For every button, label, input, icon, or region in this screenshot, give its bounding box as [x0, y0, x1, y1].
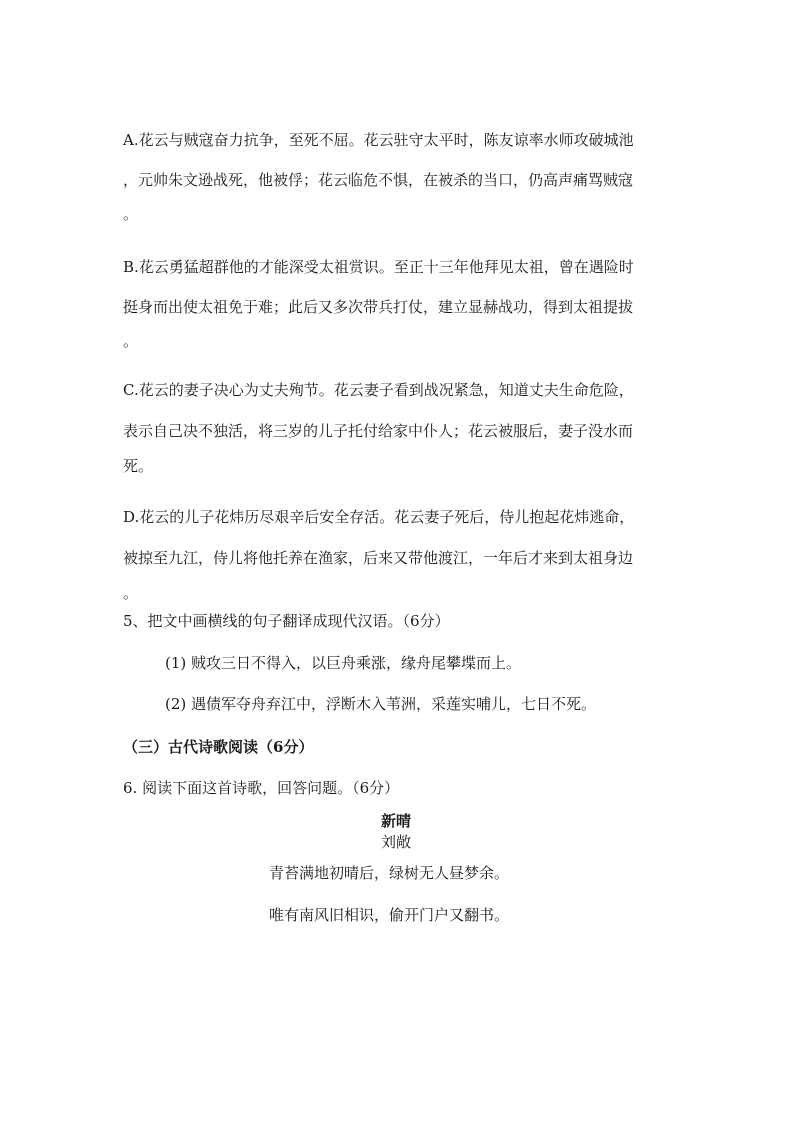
option-a-line-2: ，元帅朱文逊战死，他被俘；花云临危不惧，在被杀的当口，仍高声痛骂贼寇 [123, 171, 634, 189]
option-a-line-1: A.花云与贼寇奋力抗争，至死不屈。花云驻守太平时，陈友谅率水师攻破城池 [123, 131, 634, 149]
question-5-item-2: (2) 遇债军夺舟弃江中，浮断木入苇洲，采莲实哺儿，七日不死。 [165, 695, 597, 713]
question-6-prompt: 6. 阅读下面这首诗歌，回答问题。（6分） [123, 779, 400, 797]
poem-line-1: 青苔满地初晴后，绿树无人昼梦余。 [269, 864, 510, 882]
option-b-line-2: 挺身而出使太祖免于难；此后又多次带兵打仗，建立显赫战功，得到太祖提拔 [123, 298, 634, 316]
option-d-line-2: 被掠至九江，侍儿将他托养在渔家，后来又带他渡江，一年后才来到太祖身边 [123, 549, 634, 567]
option-c-line-2: 表示自己决不独活，将三岁的儿子托付给家中仆人；花云被服后，妻子没水而 [123, 422, 634, 440]
option-b-line-3: 。 [123, 332, 139, 350]
option-d-line-1: D.花云的儿子花炜历尽艰辛后安全存活。花云妻子死后，侍儿抱起花炜逃命， [123, 508, 635, 526]
poem-title: 新晴 [381, 812, 412, 830]
option-a-line-3: 。 [123, 205, 139, 223]
poem-line-2: 唯有南风旧相识，偷开门户又翻书。 [269, 906, 510, 924]
section-heading: （三）古代诗歌阅读（6分） [123, 738, 314, 756]
poem-author: 刘敞 [381, 833, 412, 851]
option-d-line-3: 。 [123, 584, 139, 602]
option-c-line-3: 死。 [123, 457, 154, 475]
option-c-line-1: C.花云的妻子决心为丈夫殉节。花云妻子看到战况紧急，知道丈夫生命危险， [123, 381, 634, 399]
question-5-item-1: (1) 贼攻三日不得入，以巨舟乘涨，缘舟尾攀堞而上。 [165, 654, 522, 672]
option-b-line-1: B.花云勇猛超群他的才能深受太祖赏识。至正十三年他拜见太祖，曾在遇险时 [123, 258, 634, 276]
question-5-prompt: 5、把文中画横线的句子翻译成现代汉语。（6分） [123, 612, 450, 630]
